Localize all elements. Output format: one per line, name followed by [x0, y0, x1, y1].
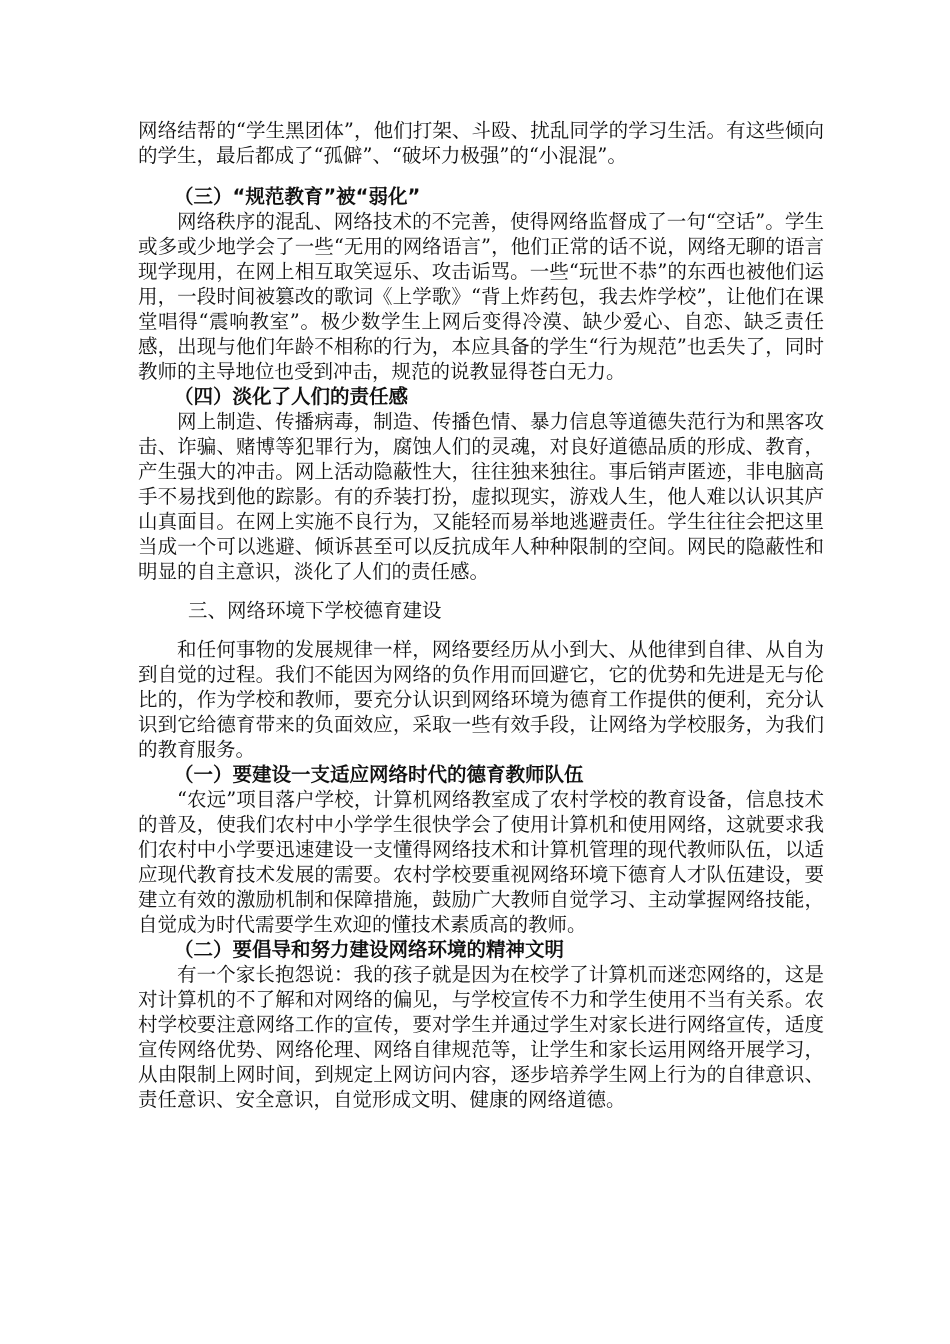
- document-page: [138, 118, 824, 1112]
- paragraph-normative-education: 网络秩序的混乱、网络技术的不完善，使得网络监督成了一句“空话”。学生或多或少地学会了一些“无用的网络语言”，他们正常的话不说，网络无聊的语言现学现用，在网上相互取笑逗乐、攻击诟骂。一些“玩世不恭”的东西也被他们运用，一段时间被篡改的歌词《上学歌》“背上炸药包，我去炸学校”，让他们在课堂唱得“震响教室”。极少数学生上网后变得冷漠、缺少爱心、自恋、缺乏责任感，出现与他们年龄不相称的行为，本应具备的学生“行为规范”也丢失了，同时教师的主导地位也受到冲击，规范的说教显得苍白无力。: [138, 210, 824, 383]
- subheading-network-civility: （二）要倡导和努力建设网络环境的精神文明: [174, 938, 565, 961]
- subheading-normative-education: （三）“规范教育”被“弱化”: [174, 185, 421, 208]
- subheading-teacher-team: （一）要建设一支适应网络时代的德育教师队伍: [174, 763, 584, 786]
- paragraph-network-civility: 有一个家长抱怨说：我的孩子就是因为在校学了计算机而迷恋网络的，这是对计算机的不了解和对网络的偏见，与学校宣传不力和学生使用不当有关系。农村学校要注意网络工作的宣传，要对学生并通过学生对家长进行网络宣传，适度宣传网络优势、网络伦理、网络自律规范等，让学生和家长运用网络开展学习，从由限制上网时间，到规定上网访问内容，逐步培养学生网上行为的自律意识、责任意识、安全意识，自觉形成文明、健康的网络道德。: [138, 963, 824, 1111]
- intro-paragraph: 网络结帮的“学生黑团体”，他们打架、斗殴、扰乱同学的学习生活。有这些倾向的学生，最后都成了“孤僻”、“破坏力极强”的“小混混”。: [138, 119, 824, 167]
- paragraph-responsibility: 网上制造、传播病毒，制造、传播色情、暴力信息等道德失范行为和黑客攻击、诈骗、赌博等犯罪行为，腐蚀人们的灵魂，对良好道德品质的形成、教育，产生强大的冲击。网上活动隐蔽性大，往往独来独往。事后销声匿迹，非电脑高手不易找到他的踪影。有的乔装打扮，虚拟现实，游戏人生，他人难以认识其庐山真面目。在网上实施不良行为，又能轻而易举地逃避责任。学生往往会把这里当成一个可以逃避、倾诉甚至可以反抗成年人种种限制的空间。网民的隐蔽性和明显的自主意识，淡化了人们的责任感。: [138, 410, 824, 583]
- paragraph-moral-education: 和任何事物的发展规律一样，网络要经历从小到大、从他律到自律、从自为到自觉的过程。我们不能因为网络的负作用而回避它，它的优势和先进是无与伦比的，作为学校和教师，要充分认识到网络环境为德育工作提供的便利，充分认识到它给德育带来的负面效应，采取一些有效手段，让网络为学校服务，为我们的教育服务。: [138, 638, 824, 761]
- paragraph-teacher-team: “农远”项目落户学校，计算机网络教室成了农村学校的教育设备，信息技术的普及，使我们农村中小学学生很快学会了使用计算机和使用网络，这就要求我们农村中小学要迅速建设一支懂得网络技术和计算机管理的现代教师队伍，以适应现代教育技术发展的需要。农村学校要重视网络环境下德育人才队伍建设，要建立有效的激励机制和保障措施，鼓励广大教师自觉学习、主动掌握网络技能，自觉成为时代需要学生欢迎的懂技术素质高的教师。: [138, 788, 824, 936]
- subheading-responsibility: （四）淡化了人们的责任感: [174, 385, 409, 408]
- section-heading-moral-education: 三、网络环境下学校德育建设: [188, 599, 442, 622]
